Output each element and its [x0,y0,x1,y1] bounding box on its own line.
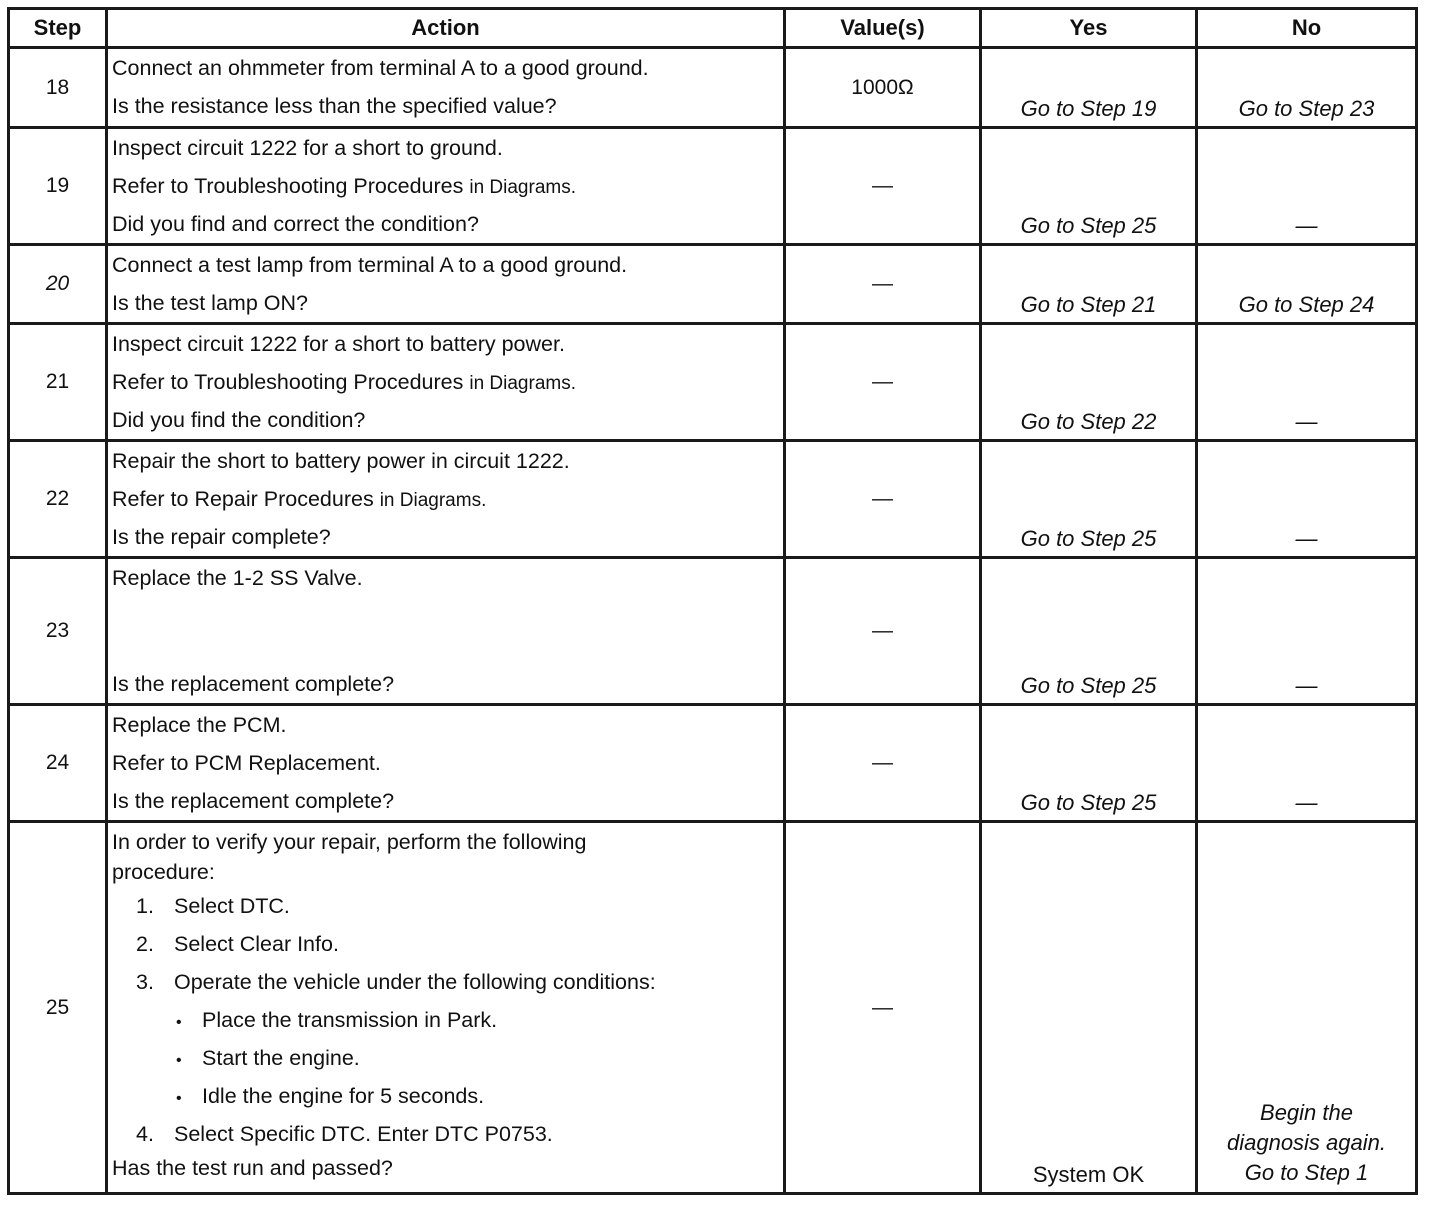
value-cell: — [785,822,981,1194]
table-row [9,705,1417,822]
action-reference-suffix: in Diagrams. [469,373,577,394]
bullet-text: Place the transmission in Park. [202,1008,498,1032]
list-item [112,1115,779,1153]
no-line: diagnosis again. [1226,1130,1386,1155]
value-cell: — [785,324,981,441]
action-line: Inspect circuit 1222 for a short to battery power. [112,332,565,356]
table-row [9,822,1417,1194]
step-number: 19 [9,128,107,245]
action-line: Inspect circuit 1222 for a short to ground. [112,136,503,160]
action-line: procedure: [112,860,215,884]
bullet-icon: • [176,1052,182,1069]
value-cell: — [785,245,981,324]
action-cell [107,822,785,1194]
list-text: Select Clear Info. [174,932,339,956]
header-yes: Yes [981,9,1197,48]
action-cell [107,705,785,822]
action-cell [107,324,785,441]
table-row [9,245,1417,324]
bullet-text: Idle the engine for 5 seconds. [202,1084,485,1108]
action-reference-suffix: in Diagrams. [379,490,487,511]
action-reference: Refer to Troubleshooting Procedures [112,370,464,394]
bullet-icon: • [176,1014,182,1031]
action-reference: Refer to Repair Procedures [112,487,374,511]
no-cell: — [1197,441,1417,558]
action-line: Replace the 1-2 SS Valve. [112,566,363,590]
list-number: 2. [136,932,154,956]
action-question: Is the replacement complete? [112,789,395,813]
action-question: Did you find the condition? [112,408,366,432]
step-number: 20 [9,245,107,324]
table-row [9,558,1417,705]
header-action: Action [107,9,785,48]
action-cell [107,48,785,128]
table-row [9,48,1417,128]
list-text: Operate the vehicle under the following conditions: [174,970,656,994]
bullet-item [112,1077,779,1115]
yes-cell: Go to Step 25 [981,441,1197,558]
action-question: Has the test run and passed? [112,1156,393,1180]
value-cell: — [785,558,981,705]
header-row [9,9,1417,48]
action-line: Replace the PCM. [112,713,287,737]
action-question: Is the test lamp ON? [112,291,308,315]
action-question: Is the repair complete? [112,525,331,549]
action-cell [107,128,785,245]
table-row [9,441,1417,558]
no-cell: — [1197,558,1417,705]
action-cell [107,245,785,324]
no-line: Begin the [1260,1100,1353,1125]
step-number: 22 [9,441,107,558]
action-question: Did you find and correct the condition? [112,212,479,236]
no-line: Go to Step 1 [1244,1160,1369,1185]
action-question: Is the replacement complete? [112,672,395,696]
value-cell: — [785,441,981,558]
list-item [112,925,779,963]
action-cell [107,441,785,558]
step-number: 25 [9,822,107,1194]
header-step: Step [9,9,107,48]
yes-cell: Go to Step 19 [981,48,1197,128]
action-question: Is the resistance less than the specified value? [112,94,557,118]
step-number: 23 [9,558,107,705]
action-line: Connect an ohmmeter from terminal A to a good ground. [112,56,649,80]
action-line: Refer to PCM Replacement. [112,751,381,775]
no-cell: — [1197,128,1417,245]
list-text: Select Specific DTC. Enter DTC P0753. [174,1122,553,1146]
action-line: In order to verify your repair, perform the following [112,830,587,854]
action-line: Repair the short to battery power in circuit 1222. [112,449,570,473]
bullet-item [112,1001,779,1039]
diagnostic-table [7,7,1418,1195]
list-text: Select DTC. [174,894,290,918]
value-cell: 1000Ω [785,48,981,128]
header-values: Value(s) [785,9,981,48]
list-number: 3. [136,970,154,994]
value-cell: — [785,128,981,245]
bullet-icon: • [176,1090,182,1107]
yes-cell: Go to Step 22 [981,324,1197,441]
step-number: 24 [9,705,107,822]
action-line [112,167,779,205]
list-number: 1. [136,894,154,918]
action-reference-suffix: in Diagrams. [469,177,577,198]
yes-cell: Go to Step 25 [981,128,1197,245]
yes-cell: Go to Step 21 [981,245,1197,324]
no-cell: Go to Step 24 [1197,245,1417,324]
no-cell [1197,822,1417,1194]
bullet-item [112,1039,779,1077]
table-row [9,128,1417,245]
list-number: 4. [136,1122,154,1146]
list-item [112,963,779,1001]
yes-cell: Go to Step 25 [981,558,1197,705]
yes-cell: Go to Step 25 [981,705,1197,822]
action-line [112,480,779,518]
table-row [9,324,1417,441]
header-no: No [1197,9,1417,48]
no-cell: Go to Step 23 [1197,48,1417,128]
value-cell: — [785,705,981,822]
list-item [112,887,779,925]
step-number: 18 [9,48,107,128]
step-number: 21 [9,324,107,441]
action-reference: Refer to Troubleshooting Procedures [112,174,464,198]
bullet-text: Start the engine. [202,1046,360,1070]
action-cell [107,558,785,705]
action-line: Connect a test lamp from terminal A to a good ground. [112,253,628,277]
action-line [112,363,779,401]
yes-cell: System OK [981,822,1197,1194]
no-cell: — [1197,705,1417,822]
no-cell: — [1197,324,1417,441]
